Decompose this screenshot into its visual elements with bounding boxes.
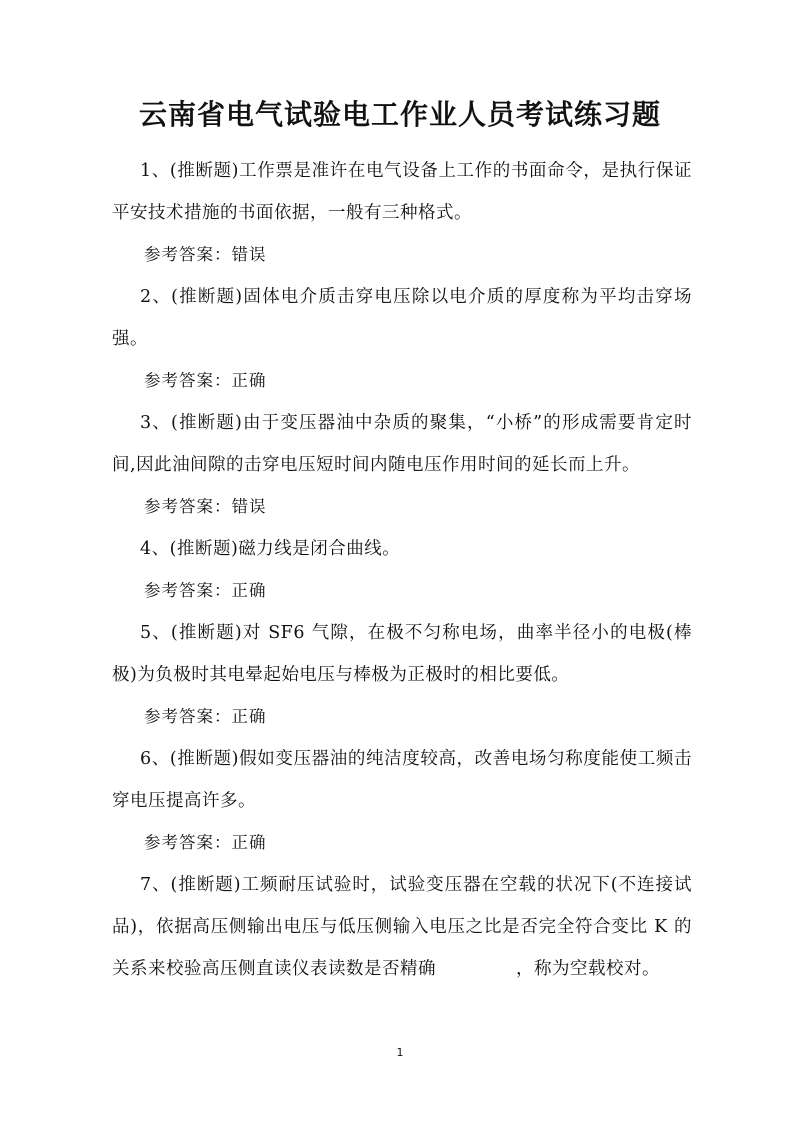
question-3: 3、(推断题)由于变压器油中杂质的聚集，“小桥”的形成需要肯定时间,因此油间隙的击穿电压短时间内随电压作用时间的延长而上升。	[112, 413, 692, 475]
answer-2: 参考答案：正确	[144, 371, 267, 390]
answer-6: 参考答案：正确	[144, 833, 267, 852]
page-number: 1	[396, 1046, 404, 1059]
question-7-text-after: ，称为空载校对。	[516, 959, 660, 979]
question-1: 1、(推断题)工作票是准许在电气设备上工作的书面命令，是执行保证平安技术措施的书面依据，一般有三种格式。	[112, 161, 692, 223]
question-6: 6、(推断题)假如变压器油的纯洁度较高，改善电场匀称度能使工频击穿电压提高许多。	[112, 749, 692, 811]
answer-5: 参考答案：正确	[144, 707, 267, 726]
question-7	[112, 864, 692, 990]
question-list	[112, 150, 692, 990]
answer-1: 参考答案：错误	[144, 245, 267, 264]
answer-4: 参考答案：正确	[144, 581, 267, 600]
question-2: 2、(推断题)固体电介质击穿电压除以电介质的厚度称为平均击穿场强。	[112, 287, 692, 349]
question-4: 4、(推断题)磁力线是闭合曲线。	[140, 539, 401, 559]
page-title: 云南省电气试验电工作业人员考试练习题	[138, 98, 661, 131]
answer-3: 参考答案：错误	[144, 497, 267, 516]
question-7-text-before: 7、(推断题)工频耐压试验时，试验变压器在空载的状况下(不连接试品)，依据高压侧输出电压与低压侧输入电压之比是否完全符合变比 K 的关系来校验高压侧直读仪表读数是否精确	[112, 875, 692, 979]
question-5: 5、(推断题)对 SF6 气隙，在极不匀称电场，曲率半径小的电极(棒极)为负极时其电晕起始电压与棒极为正极时的相比要低。	[112, 623, 692, 685]
